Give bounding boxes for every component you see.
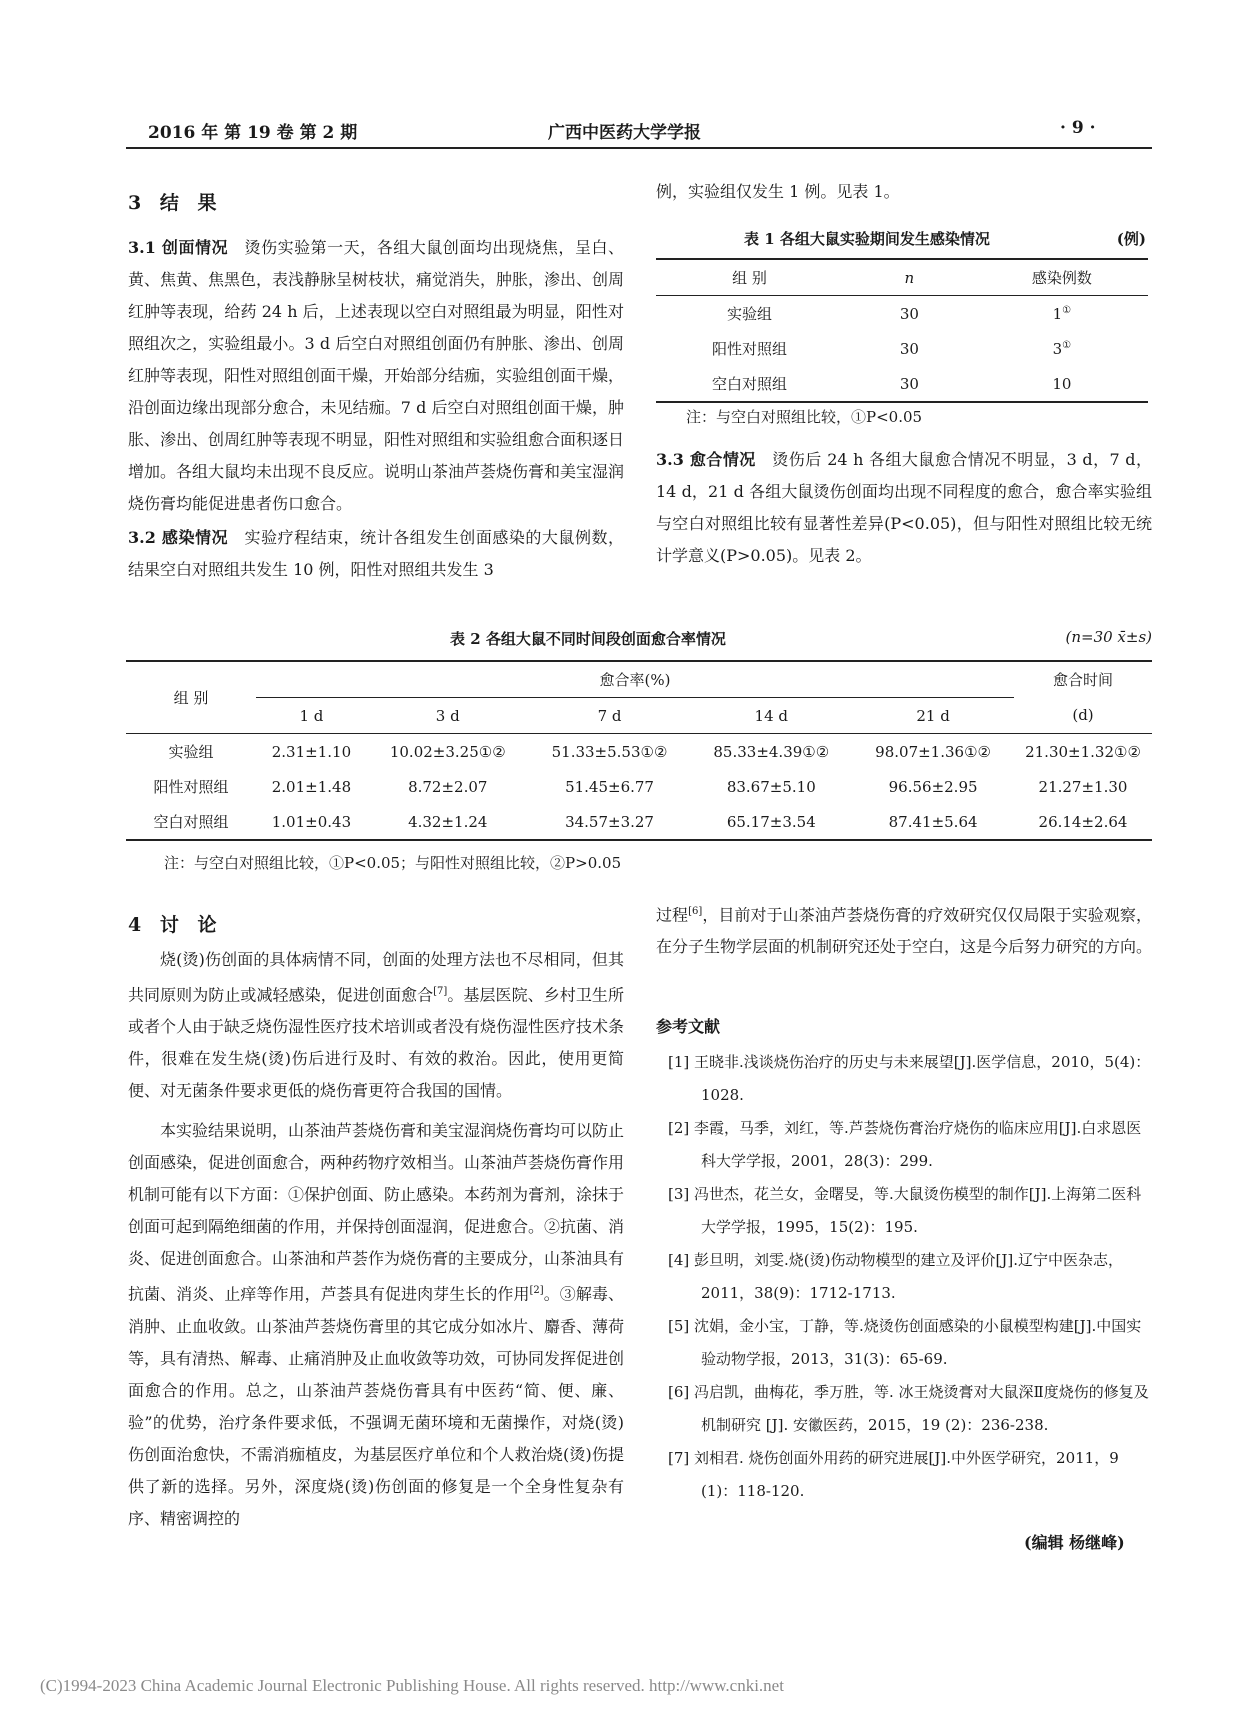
table-2-cell-group: 阳性对照组 [153, 778, 229, 796]
discussion-paragraph-1: 烧(烫)伤创面的具体病情不同，创面的处理方法也不尽相同，但其共同原则为防止或减轻感染，促进创面愈合 [128, 950, 624, 1005]
table-2-cell: 8.72±2.07 [408, 777, 488, 796]
table-1-header-n: n [904, 268, 915, 287]
table-2-cell: 85.33±4.39①② [713, 742, 830, 761]
table-2-header-row-1 [126, 661, 1152, 698]
discussion-paragraph-3-start: 过程 [656, 905, 689, 925]
table-2-header-row-2 [126, 698, 1152, 734]
table-2-cell: 98.07±1.36①② [875, 742, 991, 761]
count-value: 10 [1052, 374, 1072, 393]
section-4-title: 4 讨 论 [128, 914, 223, 936]
discussion-paragraph-2-end: 。③解毒、消肿、止血收敛。山茶油芦荟烧伤膏里的其它成分如冰片、麝香、薄荷等，具有清热、解毒、止痛消肿及止血收敛等功效，可协同发挥促进创面愈合的作用。总之，山茶油芦荟烧伤膏具有中医药“简、便、廉、验”的优势，治疗条件要求低，不强调无菌环境和无菌操作，对烧(烫)伤创面治愈快，不需消痂植皮，为基层医疗单位和个人救治烧(烫)伤提供了新的选择。另外，深度烧(烫)伤创面的修复是一个全身性复杂有序、精密调控的 [128, 1284, 625, 1528]
table-1-cell-count [976, 366, 1148, 402]
table-row [126, 804, 1152, 840]
table-2-header-day: 14 d [754, 706, 789, 725]
section-4-right-column [656, 896, 1152, 963]
table-2-cell: 65.17±3.54 [726, 812, 816, 831]
table-1-header-infections: 感染例数 [1031, 269, 1092, 287]
table-2-cell-group: 实验组 [168, 743, 214, 761]
discussion-paragraph-2: 本实验结果说明，山茶油芦荟烧伤膏和美宝湿润烧伤膏均可以防止创面感染，促进创面愈合，两种药物疗效相当。山茶油芦荟烧伤膏作用机制可能有以下方面：①保护创面、防止感染。本药剂为膏剂，涂抹于创面可起到隔绝细菌的作用，并保持创面湿润，促进愈合。②抗菌、消炎、促进创面愈合。山茶油和芦荟作为烧伤膏的主要成分，山茶油具有抗菌、消炎、止痒等作用，芦荟具有促进肉芽生长的作用 [128, 1121, 625, 1304]
copyright-footer: (C)1994-2023 China Academic Journal Electronic Publishing House. All rights reserved. http://www.cnki.net [40, 1676, 784, 1695]
section-3-1-text: 烫伤实验第一天，各组大鼠创面均出现烧焦，呈白、黄、焦黄、焦黑色，表浅静脉呈树枝状，痛觉消失，肿胀，渗出、创周红肿等表现，给药 24 h 后，上述表现以空白对照组最为明显，阳性对照组次之，实验组最小。3 d 后空白对照组创面仍有肿胀、渗出、创周红肿等表现，阳性对照组创面干燥，开始部分结痂，实验组创面干燥，沿创面边缘出现部分愈合，未见结痂。7 d 后空白对照组创面干燥，肿胀、渗出、创周红肿等表现不明显，阳性对照组和实验组愈合面积逐日增加。各组大鼠均未出现不良反应。说明山茶油芦荟烧伤膏和美宝湿润烧伤膏均能促进患者伤口愈合。 [128, 238, 625, 513]
table-2-cell: 51.33±5.53①② [551, 742, 668, 761]
section-3-title: 3 结 果 [128, 192, 223, 214]
table-1-cell-group: 阳性对照组 [711, 340, 787, 358]
section-3-2-heading: 3.2 感染情况 [128, 528, 229, 547]
reference-item: [1] 王晓非.浅谈烧伤治疗的历史与未来展望[J].医学信息，2010，5(4)：1028. [668, 1053, 1151, 1104]
section-3-3-text: 烫伤后 24 h 各组大鼠愈合情况不明显，3 d，7 d，14 d，21 d 各组大鼠烫伤创面均出现不同程度的愈合，愈合率实验组与空白对照组比较有显著性差异(P<0.05)，但与阳性对照组比较无统计学意义(P>0.05)。见表 2。 [656, 450, 1152, 565]
table-2-cell-group: 空白对照组 [153, 813, 229, 831]
table-1-cell-n: 30 [899, 304, 919, 323]
reference-item: [7] 刘相君. 烧伤创面外用药的研究进展[J].中外医学研究，2011，9 (1)：118-120. [668, 1449, 1119, 1500]
table-1-note: 注：与空白对照组比较，①P<0.05 [686, 408, 923, 426]
table-2-cell: 34.57±3.27 [565, 812, 654, 831]
count-value: 1 [1052, 304, 1063, 323]
section-3-3 [656, 444, 1152, 572]
table-2-header-time: 愈合时间 [1052, 671, 1113, 690]
table-2-header-rate: 愈合率(%) [256, 661, 1014, 698]
discussion-paragraph-3: ，目前对于山茶油芦荟烧伤膏的疗效研究仅仅局限于实验观察，在分子生物学层面的机制研究还处于空白，这是今后努力研究的方向。 [656, 905, 1153, 957]
table-row [126, 734, 1152, 770]
references-list [668, 1046, 1152, 1508]
table-2-unit: (n=30 x̄±s) [1065, 628, 1152, 646]
table-2-cell: 2.01±1.48 [271, 777, 352, 796]
table-1-cell-count [976, 296, 1148, 332]
table-2-caption: 表 2 各组大鼠不同时间段创面愈合率情况 [450, 630, 726, 648]
table-1 [656, 258, 1148, 403]
section-4-left-column [128, 944, 624, 1535]
count-value: 3 [1052, 339, 1063, 358]
table-2-header-day: 21 d [916, 706, 950, 725]
table-1-unit: (例) [1116, 230, 1146, 248]
section-3-2-text: 实验疗程结束，统计各组发生创面感染的大鼠例数，结果空白对照组共发生 10 例，阳性对照组共发生 3 [128, 528, 624, 579]
significance-mark: ① [1062, 304, 1072, 316]
table-1-header-group: 组 别 [732, 269, 767, 287]
reference-item: [4] 彭旦明，刘雯.烧(烫)伤动物模型的建立及评价[J].辽宁中医杂志，2011，38(9)：1712-1713. [668, 1251, 1123, 1302]
table-1-caption-row [656, 228, 1152, 249]
table-row [656, 331, 1148, 366]
table-1-cell-group: 空白对照组 [711, 375, 787, 393]
journal-title: 广西中医药大学学报 [548, 123, 701, 143]
citation-mark: [2] [529, 1285, 544, 1297]
editor-credit: (编辑 杨继峰) [1024, 1533, 1125, 1552]
table-2-cell: 2.31±1.10 [271, 742, 352, 761]
table-2-header-group: 组 别 [126, 661, 256, 734]
table-1-cell-group: 实验组 [726, 305, 772, 323]
reference-item: [6] 冯启凯，曲梅花，季万胜，等. 冰王烧烫膏对大鼠深Ⅱ度烧伤的修复及机制研究 [J]. 安徽医药，2015，19 (2)：236-238. [668, 1383, 1149, 1434]
table-1-caption: 表 1 各组大鼠实验期间发生感染情况 [744, 230, 990, 248]
table-2 [126, 660, 1152, 841]
table-2-note: 注：与空白对照组比较，①P<0.05；与阳性对照组比较，②P>0.05 [164, 854, 622, 872]
table-2-header-day: 3 d [435, 706, 460, 725]
section-3-left-column [128, 232, 624, 586]
table-2-cell: 21.27±1.30 [1038, 777, 1128, 796]
table-1-header-row [656, 259, 1148, 296]
citation-mark: [7] [433, 986, 448, 997]
table-2-cell: 21.30±1.32①② [1025, 742, 1141, 761]
table-2-header-day: 7 d [597, 706, 622, 725]
table-2-header-day: 1 d [299, 706, 324, 725]
references-title: 参考文献 [656, 1017, 721, 1036]
table-row [656, 296, 1148, 332]
section-3-2-continued: 例，实验组仅发生 1 例。见表 1。 [656, 182, 900, 201]
table-2-cell: 26.14±2.64 [1038, 812, 1128, 831]
reference-item: [2] 李霞，马季，刘红，等.芦荟烧伤膏治疗烧伤的临床应用[J].白求恩医科大学学报，2001，28(3)：299. [668, 1119, 1142, 1170]
section-3-3-heading: 3.3 愈合情况 [656, 450, 756, 469]
reference-item: [3] 冯世杰，花兰女，金曙旻，等.大鼠烫伤模型的制作[J].上海第二医科大学学报，1995，15(2)：195. [668, 1185, 1142, 1236]
table-2-cell: 83.67±5.10 [726, 777, 816, 796]
header-rule [126, 147, 1152, 149]
table-1-cell-n: 30 [899, 374, 919, 393]
page-number: · 9 · [1060, 118, 1096, 138]
table-2-cell: 51.45±6.77 [565, 777, 654, 796]
table-row [656, 366, 1148, 402]
table-row [126, 769, 1152, 804]
table-2-header-time-unit: (d) [1072, 706, 1094, 725]
table-2-cell: 96.56±2.95 [888, 777, 978, 796]
table-2-cell: 1.01±0.43 [271, 812, 352, 831]
reference-item: [5] 沈娟，金小宝，丁静，等.烧烫伤创面感染的小鼠模型构建[J].中国实验动物学报，2013，31(3)：65-69. [668, 1317, 1142, 1368]
table-1-cell-count [976, 331, 1148, 366]
table-2-cell: 10.02±3.25①② [389, 742, 506, 761]
table-2-cell: 87.41±5.64 [888, 812, 978, 831]
significance-mark: ① [1062, 339, 1072, 351]
section-3-1-heading: 3.1 创面情况 [128, 238, 229, 257]
table-2-cell: 4.32±1.24 [408, 812, 488, 831]
discussion-paragraph-1-end: 。基层医院、乡村卫生所或者个人由于缺乏烧伤湿性医疗技术培训或者没有烧伤湿性医疗技术条件，很难在发生烧(烫)伤后进行及时、有效的救治。因此，使用更简便、对无菌条件要求更低的烧伤膏更符合我国的国情。 [128, 985, 625, 1101]
citation-mark: [6] [688, 906, 703, 917]
table-1-cell-n: 30 [899, 339, 919, 358]
journal-issue: 2016 年 第 19 卷 第 2 期 [148, 123, 358, 143]
